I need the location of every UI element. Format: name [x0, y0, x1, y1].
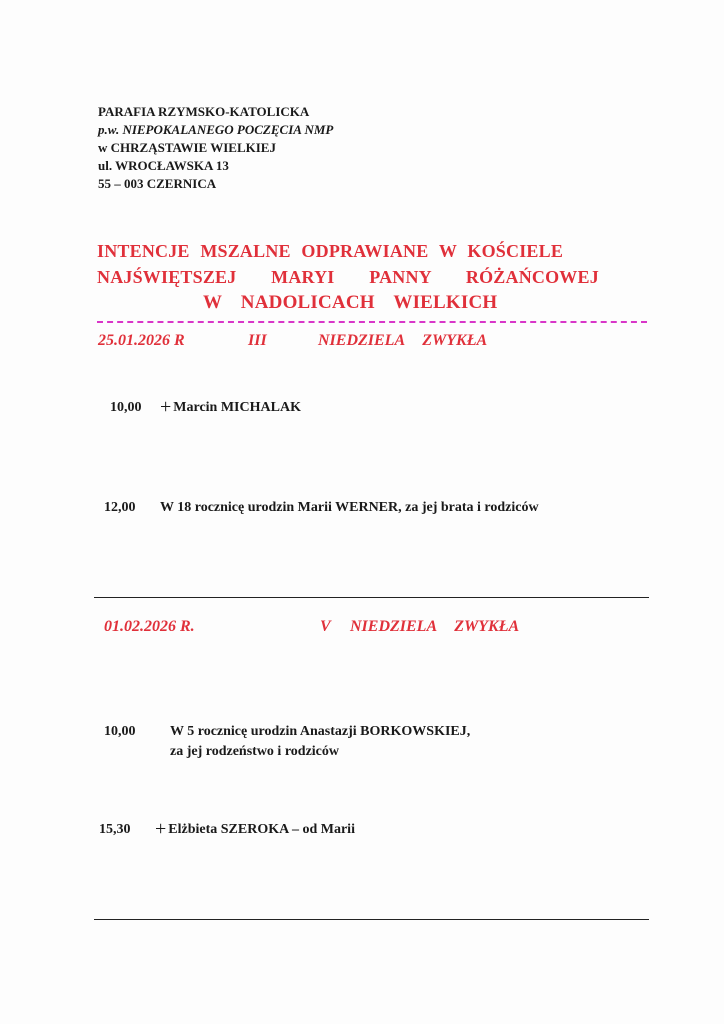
mass-intention	[99, 820, 355, 840]
sunday-date: 25.01.2026 R	[98, 332, 185, 349]
mass-text: W 18 rocznicę urodzin Marii WERNER, za jej brata i rodziców	[160, 500, 539, 515]
cross-icon: +	[160, 396, 172, 418]
mass-text: W 5 rocznicę urodzin Anastazji BORKOWSKIEJ,	[170, 724, 471, 739]
mass-time: 15,30	[99, 822, 131, 837]
sunday-number: III	[248, 332, 267, 349]
mass-text: Marcin MICHALAK	[173, 400, 301, 415]
section-divider	[94, 919, 649, 920]
mass-time: 12,00	[104, 500, 136, 515]
parish-postal: 55 – 003 CZERNICA	[98, 176, 217, 191]
mass-intention	[110, 398, 301, 418]
title-line-3: W NADOLICACH WIELKICH	[203, 292, 498, 313]
mass-text: Elżbieta SZEROKA – od Marii	[168, 822, 355, 837]
sunday-heading	[98, 332, 487, 350]
parish-street: ul. WROCŁAWSKA 13	[98, 158, 229, 173]
mass-time: 10,00	[110, 400, 142, 415]
mass-intention	[104, 722, 470, 762]
parish-name: PARAFIA RZYMSKO-KATOLICKA	[98, 104, 310, 119]
sunday-date: 01.02.2026 R.	[104, 618, 195, 635]
mass-time: 10,00	[104, 724, 136, 739]
sunday-label: NIEDZIELA ZWYKŁA	[318, 332, 488, 349]
title-line-2: NAJŚWIĘTSZEJ MARYI PANNY RÓŻAŃCOWEJ	[97, 267, 599, 287]
document-title	[97, 238, 657, 316]
parish-patron: p.w. NIEPOKALANEGO POCZĘCIA NMP	[98, 122, 334, 137]
mass-text-continued: za jej rodzeństwo i rodziców	[170, 744, 339, 759]
parish-location: w CHRZĄSTAWIE WIELKIEJ	[98, 140, 276, 155]
parish-header	[98, 103, 333, 193]
sunday-label: NIEDZIELA ZWYKŁA	[350, 618, 520, 635]
mass-intention	[104, 498, 539, 518]
sunday-number: V	[320, 618, 331, 635]
cross-icon: +	[155, 818, 167, 840]
section-divider	[94, 597, 649, 598]
title-divider	[97, 321, 647, 323]
title-line-1: INTENCJE MSZALNE ODPRAWIANE W KOŚCIELE	[97, 241, 564, 261]
sunday-heading	[104, 618, 519, 636]
